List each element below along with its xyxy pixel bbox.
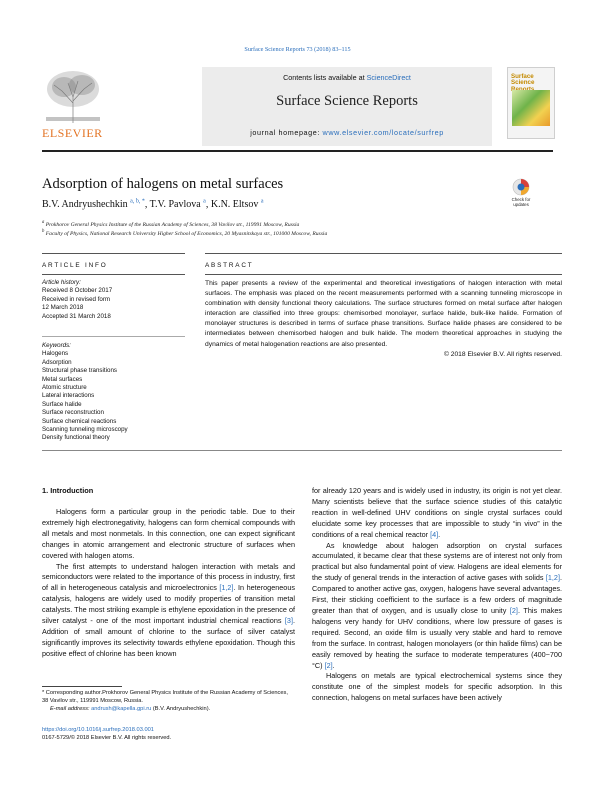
info-rule	[42, 253, 185, 254]
crossmark-icon	[509, 178, 533, 196]
paragraph: The first attempts to understand halogen interaction with metals and semiconductors were related to the importance of this process in industry, first of all in heterogeneous catalysis and microelectronics [1,2]. In heterogeneous catalysis, halogens are widely used to modify properties of transition metal catalysts. The most striking example is ethylene epoxidation in the presence of silver catalyst - one of the most important industrial chemical reactions [3]. Addition of small amount of chlorine to the surface of silver catalyst significantly improves its selectivity towards ethylene epoxidation. Though this positive effect of chlorine has been known	[42, 561, 295, 658]
keyword: Halogens	[42, 350, 69, 358]
author-3[interactable]: K.N. Eltsov $^a$	[210, 199, 264, 211]
abstract-bottom-rule	[42, 450, 562, 451]
journal-citation[interactable]: Surface Science Reports 73 (2018) 83–115	[244, 46, 351, 53]
elsevier-logo-text: ELSEVIER	[42, 126, 103, 140]
article-history	[42, 279, 185, 321]
abstract-body	[205, 279, 562, 360]
keyword: Metal surfaces	[42, 375, 83, 383]
body-left-column	[42, 507, 295, 660]
history-item: Accepted 31 March 2018	[42, 312, 111, 320]
keywords-block	[42, 342, 185, 443]
reference-link[interactable]: [3]	[284, 616, 293, 626]
abstract-copyright: © 2018 Elsevier B.V. All rights reserved.	[443, 350, 562, 358]
footnote-rule	[42, 686, 122, 687]
keywords-label: Keywords:	[42, 342, 71, 349]
author-1[interactable]: B.V. Andryushechkin $^{a, b, *}$,	[42, 199, 150, 211]
header-rule	[42, 150, 553, 152]
sciencedirect-link[interactable]: ScienceDirect	[366, 73, 411, 82]
history-label: Article history:	[42, 279, 81, 286]
affiliation-a: $^a$ Prokhorov General Physics Institute of the Russian Academy of Sciences, 38 Vavilov str., 119991 Moscow, Russia	[42, 220, 300, 228]
crossmark-label: Check for updates	[511, 197, 531, 207]
affiliation-b: $^b$ Faculty of Physics, National Research University Higher School of Economics, 20 Myasnitskaya str., 101000 Moscow, Russia	[42, 229, 328, 237]
article-title: Adsorption of halogens on metal surfaces	[42, 176, 284, 192]
reference-link[interactable]: [1,2]	[545, 573, 560, 583]
keyword: Lateral interactions	[42, 392, 95, 400]
paragraph: for already 120 years and is widely used in industry, its origin is not yet clear. Many scientists believe that the surface science studies of this catalytic reaction in well-defined UHV conditions on single crystal surfaces could elucidate some key processes that are impossible to study “in vivo” in the conditions of a real chemical reactor [4].	[312, 486, 562, 539]
keyword: Atomic structure	[42, 384, 87, 392]
paragraph: As knowledge about halogen adsorption on crystal surfaces accumulated, it became clear that these systems are of interest not only from practical but also fundamental point of view. Halogens are ideal elements for the study of general trends in the interaction of active gases with solids [1,2]. Compared to another active gas, oxygen, halogens have several advantages. First, their sticking coefficient to the surface is a few orders of magnitude greater than that of oxygen, and is usually close to unity [2]. This makes halogens very handy for UHV conditions, where low pressure of gases is required. Second, an oxide film is usually very stable and hard to remove from the surface. In contrast, halogen monolayers (or thin halide films) can be easily removed by heating the surface to moderate temperatures (400−700 °C) [2].	[312, 540, 562, 670]
paragraph: Halogens on metals are typical electrochemical systems since they constitute one of the simplest models for specific adsorption. In this connection, halogens on metal surfaces have been actively	[312, 671, 562, 703]
cover-image	[512, 90, 550, 126]
reference-link[interactable]: [1,2]	[219, 583, 234, 593]
info-rule-3	[42, 336, 185, 337]
history-item: 12 March 2018	[42, 304, 84, 312]
keyword: Structural phase transitions	[42, 367, 117, 375]
contents-line	[202, 73, 492, 82]
article-info-heading: ARTICLE INFO	[42, 262, 108, 269]
doi-link[interactable]: https://doi.org/10.1016/j.surfrep.2018.03.001	[42, 727, 154, 733]
doi-block	[42, 727, 295, 743]
journal-banner	[202, 67, 492, 146]
abstract-rule-2	[205, 274, 562, 275]
homepage-link[interactable]: www.elsevier.com/locate/surfrep	[322, 128, 444, 137]
reference-link[interactable]: [2]	[509, 605, 518, 615]
keyword: Scanning tunneling microscopy	[42, 426, 128, 434]
homepage-prefix: journal homepage:	[250, 128, 323, 137]
history-item: Received 8 October 2017	[42, 287, 113, 295]
keyword: Surface halide	[42, 400, 82, 408]
elsevier-tree-logo-icon	[42, 67, 104, 125]
paragraph: Halogens form a particular group in the periodic table. Due to their extremely high electronegativity, halogens can form chemical compounds with all metals and most nonmetals. In this connection, one can expect significant changes in atomic arrangement and electronic structure of surfaces when covered with halogen atoms.	[42, 507, 295, 560]
keyword: Surface reconstruction	[42, 409, 104, 417]
journal-header	[42, 67, 553, 150]
email-note: E-mail address: andrush@kapella.gpi.ru (B.V. Andryushechkin).	[50, 705, 211, 712]
keyword: Surface chemical reactions	[42, 417, 117, 425]
cover-title: Surface Science	[511, 73, 535, 87]
author-list	[42, 199, 264, 210]
keyword: Adsorption	[42, 358, 72, 366]
journal-name: Surface Science Reports	[276, 93, 418, 109]
journal-homepage	[202, 128, 492, 137]
body-right-column	[312, 486, 562, 704]
author-2[interactable]: T.V. Pavlova $^a$,	[149, 199, 211, 211]
contents-prefix: Contents lists available at	[283, 73, 367, 82]
footnotes	[42, 690, 295, 713]
journal-cover-thumbnail[interactable]	[507, 67, 555, 139]
section-heading-introduction: 1. Introduction	[42, 486, 94, 495]
abstract-heading: ABSTRACT	[205, 262, 254, 269]
crossmark-badge[interactable]	[509, 178, 533, 214]
issn-line: 0167-5729/© 2018 Elsevier B.V. All rights reserved.	[42, 734, 172, 741]
reference-link[interactable]: [2]	[324, 660, 333, 670]
history-item: Received in revised form	[42, 295, 111, 303]
info-rule-2	[42, 274, 185, 275]
abstract-rule	[205, 253, 562, 254]
reference-link[interactable]: [4]	[430, 529, 439, 539]
abstract-text: This paper presents a review of the experimental and theoretical investigations of halogen interaction with metal surfaces. The emphasis was placed on the recent measurements performed with a scanning tunneling microscope in combination with density functional theory calculations. The surface structures formed on metal surface after halogen interaction are classified into three groups: chemisorbed monolayer, surface halide, bulk-like halide. Formation of monolayer structures is described in terms of surface phase transitions. Surface halide phases are considered to be intermediates between chemisorbed halogen and bulk halide. The modern theoretical approaches in studying the dynamics of metal halogenation reactions are also presented.	[205, 280, 562, 348]
keyword: Density functional theory	[42, 434, 110, 442]
email-link[interactable]: andrush@kapella.gpi.ru	[91, 705, 152, 712]
corresponding-author-note: * Corresponding author.Prokhorov General Physics Institute of the Russian Academy of Sciences, 38 Vavilov str., 119991 Moscow, Russia.	[42, 690, 288, 704]
